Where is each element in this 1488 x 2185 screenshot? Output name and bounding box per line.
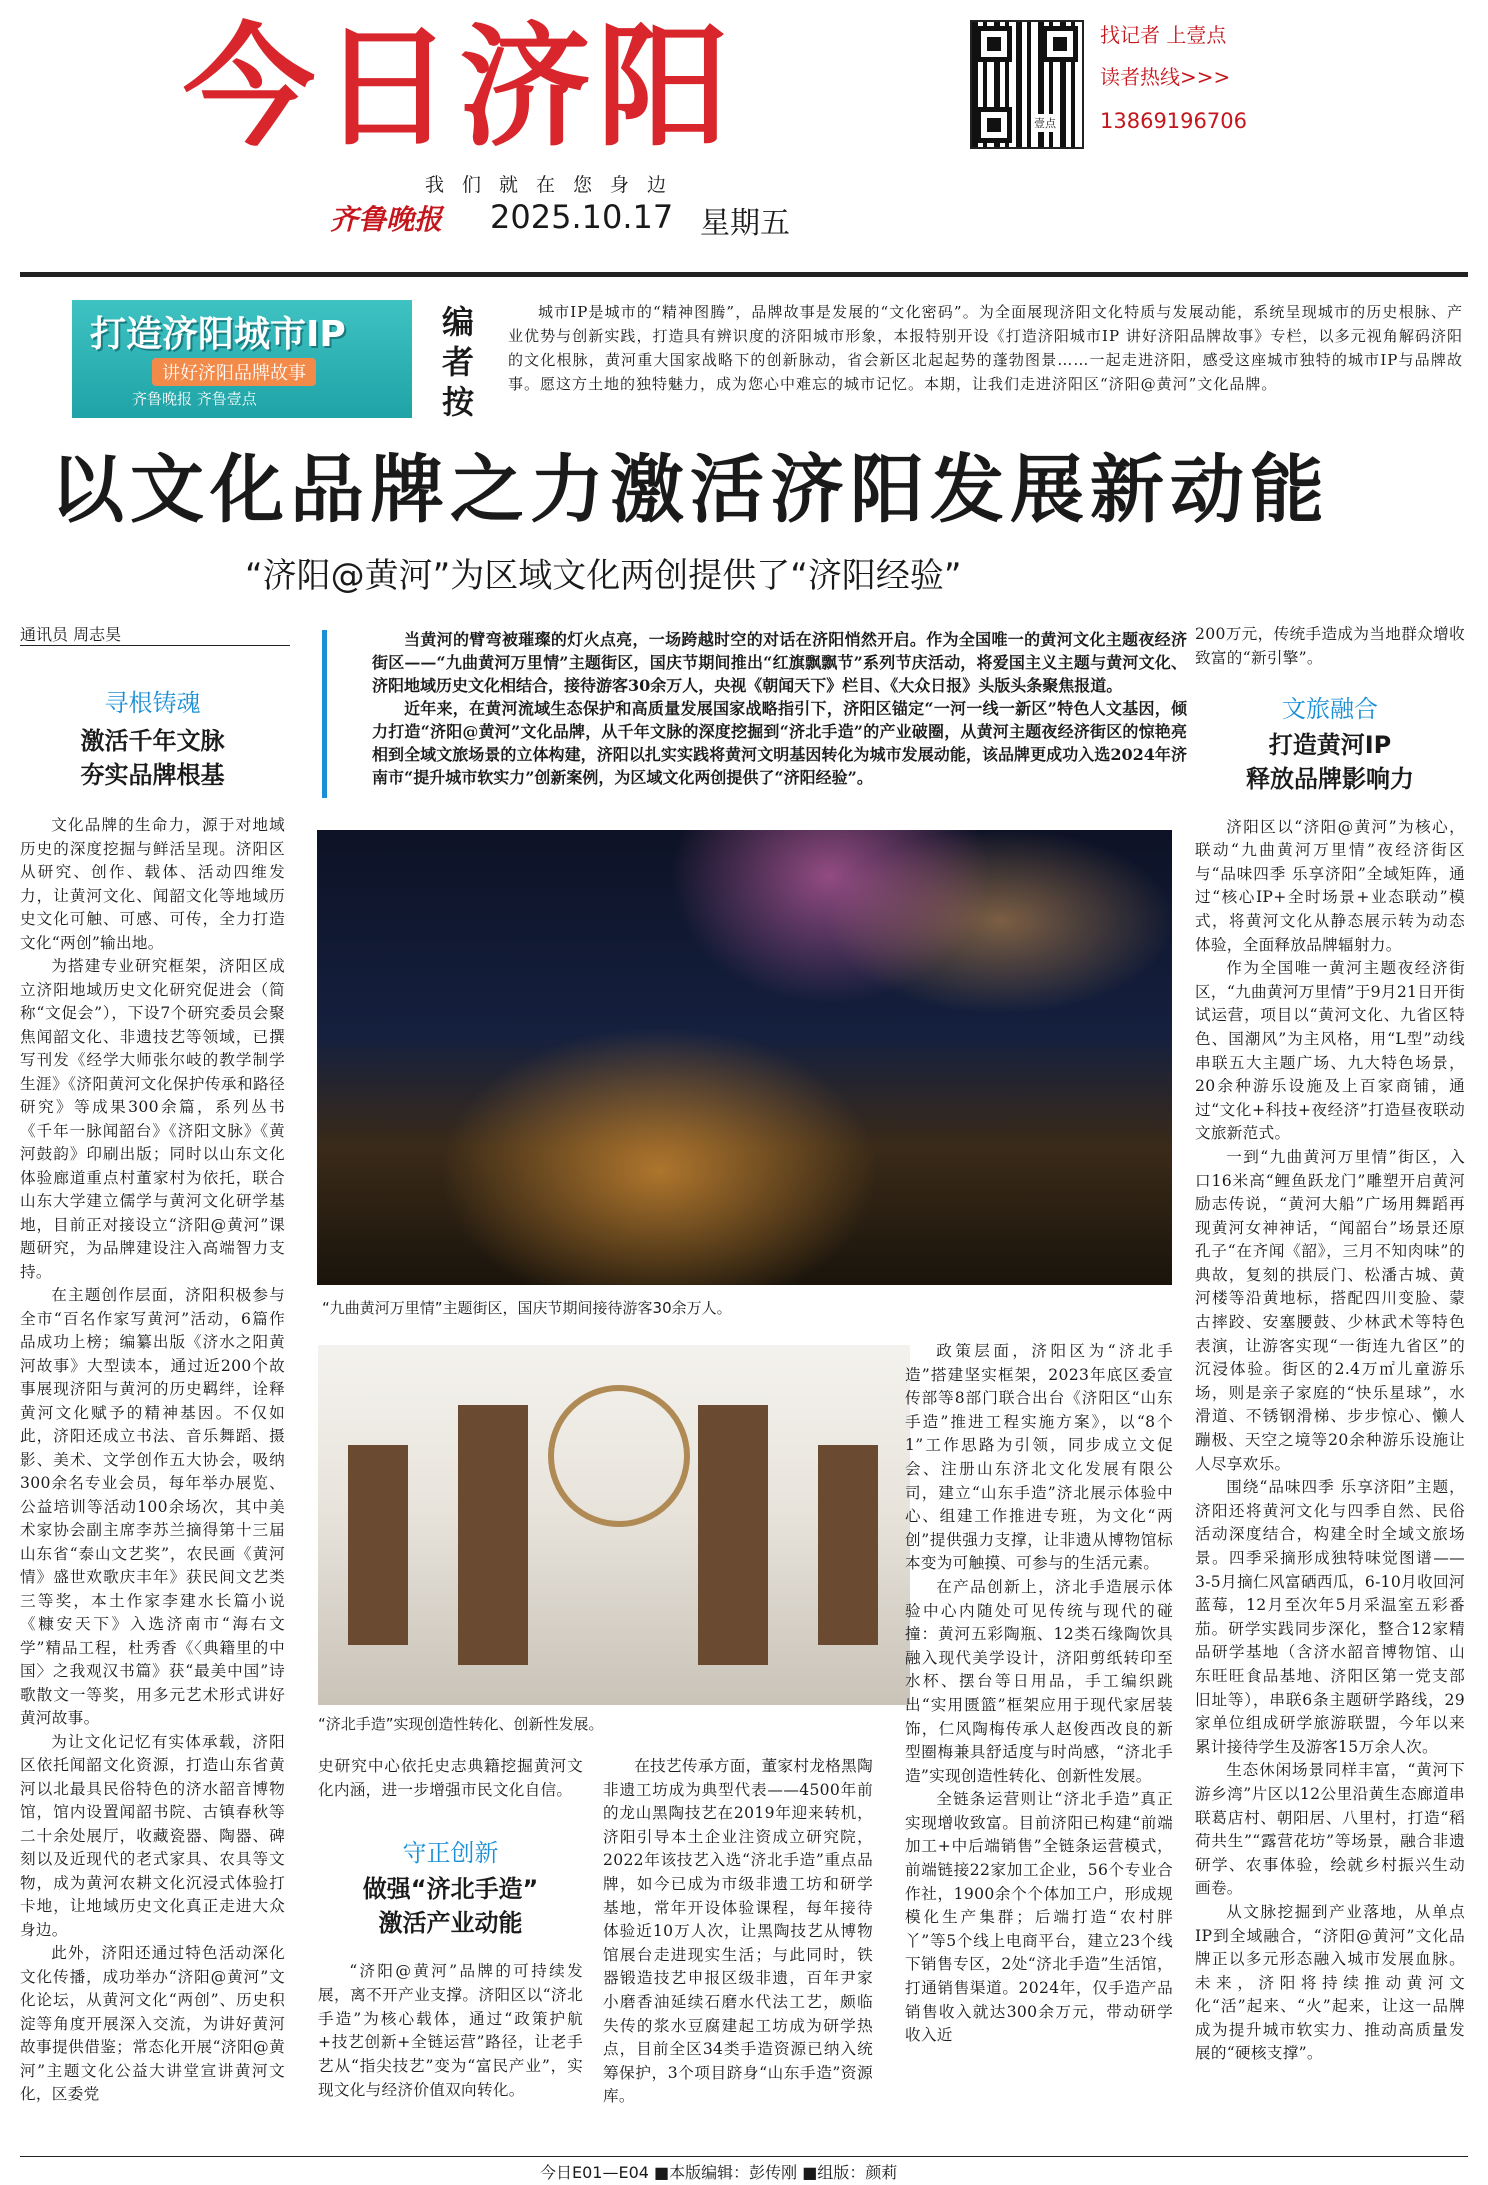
section-3-tag: 文旅融合 xyxy=(1282,694,1378,723)
hotline-label: 读者热线>>> xyxy=(1100,65,1231,89)
lead-paragraphs xyxy=(372,628,1187,789)
paragraph: 文化品牌的生命力，源于对地域历史的深度挖掘与鲜活呈现。济阳区从研究、创作、载体、活动四维发力，让黄河文化、闻韶文化等地域历史文化可触、可感、可传，全力打造文化“两创”输出地。 xyxy=(20,816,285,952)
paragraph: 此外，济阳还通过特色活动深化文化传播，成功举办“济阳@黄河”文化论坛，从黄河文化“两创”、历史积淀等角度开展深入交流，为讲好黄河故事提供借鉴；常态化开展“济阳@黄河”主题文化公益大讲堂宣讲黄河文化，区委党 xyxy=(20,1944,285,2103)
section-2-tag: 守正创新 xyxy=(402,1839,499,1867)
paragraph: 作为全国唯一黄河主题夜经济街区，“九曲黄河万里情”于9月21日开街试运营，项目以“黄河文化、九省区特色、国潮风”为主风格，用“L型”动线串联五大主题广场、九大特色场景，20余种游乐设施及上百家商铺，通过“文化+科技+夜经济”打造昼夜联动文旅新范式。 xyxy=(1195,959,1465,1143)
lead-paragraph: 近年来，在黄河流域生态保护和高质量发展国家战略指引下，济阳区锚定“一河一线一新区”特色人文基因，倾力打造“济阳@黄河”文化品牌，从千年文脉的深度挖掘到“济北手造”的产业破圈，从黄河主题夜经济街区的惊艳亮相到全域文旅场景的立体构建，济阳以扎实实践将黄河文明基因转化为城市发展动能，该品牌更成功入选2024年济南市“提升城市软实力”创新案例，为区域文化两创提供了“济阳经验”。 xyxy=(372,699,1187,787)
section-1-continued: 史研究中心依托史志典籍挖掘黄河文化内涵，进一步增强市民文化自信。 xyxy=(318,1757,583,1799)
paragraph: 在主题创作层面，济阳积极参与全市“百名作家写黄河”活动，6篇作品成功上榜；编纂出版《济水之阳黄河故事》大型读本，通过近200个故事展现济阳与黄河的历史羁绊，诠释黄河文化赋予的精神基因。不仅如此，济阳还成立书法、音乐舞蹈、摄影、美术、文学创作五大协会，吸纳300余名专业会员，每年举办展览、公益培训等活动100余场次，其中美术家协会副主席李苏兰摘得第十三届山东省“泰山文艺奖”，农民画《黄河情》盛世欢歌庆丰年》获民间文艺类三等奖，本土作家李建水长篇小说《糠安天下》入选济南市“海右文学”精品工程，杜秀香《〈典籍里的中国〉之我观汉书篇》获“最美中国”诗歌散文一等奖，用多元艺术形式讲好黄河故事。 xyxy=(20,1286,285,1727)
byline-rule xyxy=(20,645,290,646)
editor-note-label: 编者按 xyxy=(442,303,475,421)
subheadline: “济阳@黄河”为区域文化两创提供了“济阳经验” xyxy=(245,556,962,596)
section-2-body-c xyxy=(905,1340,1173,2048)
issue-weekday: 星期五 xyxy=(700,206,790,241)
section-3-title-line: 释放品牌影响力 xyxy=(1246,764,1414,793)
paragraph: 在产品创新上，济北手造展示体验中心内随处可见传统与现代的碰撞：黄河五彩陶瓶、12类石缘陶饮具融入现代美学设计，济阳剪纸转印至水杯、摆台等日用品，手工编织跳出“实用匮篮”框架应用于现代家居装饰，仁风陶梅传承人赵俊西改良的新型圈梅兼具舒适度与时尚感，“济北手造”实现创造性转化、创新性发展。 xyxy=(905,1577,1173,1785)
paragraph: 围绕“品味四季 乐享济阳”主题，济阳还将黄河文化与四季自然、民俗活动深度结合，构建全时全域文旅场景。四季采摘形成独特味觉图谱——3-5月摘仁风富硒西瓜，6-10月收回河蓝莓，12月至次年5月采温室五彩番茄。研学实践同步深化，整合12家精品研学基地（含济水韶音博物馆、山东旺旺食品基地、济阳区第一党支部旧址等），串联6条主题研学路线，29家单位组成研学旅游联盟，今年以来累计接待学生及游客15万余人次。 xyxy=(1195,1478,1465,1756)
column-subtitle: 讲好济阳品牌故事 xyxy=(152,358,316,386)
section-1-title xyxy=(20,724,285,792)
paragraph: 一到“九曲黄河万里情”街区，入口16米高“鲤鱼跃龙门”雕塑开启黄河励志传说，“黄河大船”广场用舞蹈再现黄河女神神话，“闻韶台”场景还原孔子“在齐闻《韶》，三月不知肉味”的典故，复刻的拱辰门、松潘古城、黄河楼等沿黄地标，搭配四川变脸、蒙古摔跤、安塞腰鼓、少林武术等特色表演，让游客实现“一街连九省区”的沉浸体验。街区的2.4万㎡儿童游乐场，则是亲子家庭的“快乐星球”，水滑道、不锈钢滑梯、步步惊心、懒人蹦极、天空之境等20余种游乐设施让人尽享欢乐。 xyxy=(1195,1147,1465,1473)
byline: 通讯员 周志昊 xyxy=(20,625,122,644)
section-3-intro: 200万元，传统手造成为当地群众增收致富的“新引擎”。 xyxy=(1195,625,1465,667)
issue-date: 2025.10.17 xyxy=(490,198,674,236)
qr-code-icon[interactable] xyxy=(970,20,1084,149)
section-2-body-a: “济阳@黄河”品牌的可持续发展，离不开产业支撑。济阳区以“济北手造”为核心载体，通过“政策护航+技艺创新+全链运营”路径，让老手艺从“指尖技艺”变为“富民产业”，实现文化与经济价值双向转化。 xyxy=(318,1962,583,2099)
column-banner xyxy=(72,300,412,418)
section-2-title-line: 做强“济北手造” xyxy=(362,1875,539,1903)
section-1-title-line: 夯实品牌根基 xyxy=(80,761,225,789)
paragraph: 从文脉挖掘到产业落地，从单点IP到全域融合，“济阳@黄河”文化品牌正以多元形态融入城市发展血脉。未来，济阳将持续推动黄河文化“活”起来、“火”起来，让这一品牌成为提升城市软实力、推动高质量发展的“硬核支撑”。 xyxy=(1195,1902,1465,2063)
paragraph: 政策层面，济阳区为“济北手造”搭建坚实框架，2023年底区委宣传部等8部门联合出台《济阳区“山东手造”推进工程实施方案》，以“8个1”工作思路为引领，同步成立文促会、注册山东济北文化发展有限公司，建立“山东手造”济北展示体验中心、组建工作推进专班，为文化“两创”提供强力支撑，让非遗从博物馆标本变为可触摸、可参与的生活元素。 xyxy=(905,1342,1173,1573)
editor-note: 城市IP是城市的“精神图腾”，品牌故事是发展的“文化密码”。为全面展现济阳文化特质与发展动能，系统呈现城市的历史根脉、产业优势与创新实践，打造具有辨识度的济阳城市形象，本报特别开设《打造济阳城市IP 讲好济阳品牌故事》专栏，以多元视角解码济阳的文化根脉，黄河重大国家战略下的创新脉动，省会新区北起起势的蓬勃图景……一起走进济阳，感受这座城市独特的城市IP与品牌故事。愿这方土地的独特魅力，成为您心中难忘的城市记忆。本期，让我们走进济阳区“济阳@黄河”文化品牌。 xyxy=(508,303,1463,393)
section-2-head xyxy=(318,1833,583,2103)
lead-paragraph: 当黄河的臂弯被璀璨的灯火点亮，一场跨越时空的对话在济阳悄然开启。作为全国唯一的黄河文化主题夜经济街区——“九曲黄河万里情”主题街区，国庆节期间推出“红旗飘飘节”系列节庆活动，将爱国主义主题与黄河文化、济阳地域历史文化相结合，接待游客30余万人，央视《朝闻天下》栏目、《大众日报》头版头条聚焦报道。 xyxy=(372,630,1187,695)
photo-night-street-fireworks xyxy=(317,830,1172,1285)
column-title: 打造济阳城市IP xyxy=(90,314,346,355)
section-3-body xyxy=(1195,816,1465,2066)
paragraph: 全链条运营则让“济北手造”真正实现增收致富。目前济阳已构建“前端加工+中后端销售”全链条运营模式，前端链接22家加工企业，56个专业合作社，1900余个个体加工户，形成规模化生产集群；后端打造“农村胖丫”等5个线上电商平台，建立23个线下销售专区，2处“济北手造”生活馆，打通销售渠道。2024年，仅手造产品销售收入就达300余万元，带动研学收入近 xyxy=(905,1790,1173,2045)
section-1 xyxy=(20,683,285,2107)
section-1-tag: 寻根铸魂 xyxy=(104,689,201,717)
paragraph: 生态休闲场景同样丰富，“黄河下游乡湾”片区以12公里沿黄生态廊道串联葛店村、朝阳居、八里村，打造“稻荷共生”“露营花坊”等场景，融合非遗研学、农事体验，绘就乡村振兴生动画卷。 xyxy=(1195,1761,1465,1898)
masthead-title: 今日济阳 xyxy=(183,11,735,165)
page-footer: 今日E01—E04 ■本版编辑：彭传刚 ■组版：颜莉 xyxy=(540,2163,898,2182)
masthead-divider xyxy=(20,272,1468,277)
masthead-slogan: 我们就在您身边 xyxy=(425,174,685,196)
reader-hotline xyxy=(1100,15,1310,150)
section-2-title xyxy=(318,1872,583,1940)
section-3-title-line: 打造黄河IP xyxy=(1268,730,1392,759)
section-1-body xyxy=(20,814,285,2107)
section-2-title-line: 激活产业动能 xyxy=(378,1909,523,1937)
section-1-title-line: 激活千年文脉 xyxy=(80,727,225,755)
hotline-number: 13869196706 xyxy=(1100,109,1247,133)
paragraph: 为搭建专业研究框架，济阳区成立济阳地域历史文化研究促进会（简称“文促会”），下设7个研究委员会聚焦闻韶文化、非遗技艺等领域，已撰写刊发《经学大师张尔岐的教学制学生涯》《济阳黄河文化保护传承和路径研究》等成果300余篇，系列丛书《千年一脉闻韶台》《济阳文脉》《黄河鼓韵》印刷出版；同时以山东文化体验廊道重点村董家村为依托，联合山东大学建立儒学与黄河文化研学基地，目前正对接设立“济阳@黄河”课题研究，为品牌建设注入高端智力支持。 xyxy=(20,957,285,1281)
photo-handicraft-exhibition-hall xyxy=(318,1345,910,1705)
section-2-body-b: 在技艺传承方面，董家村龙格黑陶非遗工坊成为典型代表——4500年前的龙山黑陶技艺在2019年迎来转机，济阳引导本土企业注资成立研究院，2022年该技艺入选“济北手造”重点品牌，如今已成为市级非遗工坊和研学基地，常年开设体验课程，每年接待体验近10万人次，让黑陶技艺从博物馆展台走进现实生活；与此同时，铁器锻造技艺申报区级非遗，百年尹家小磨香油延续石磨水代法工艺，颇临失传的浆水豆腐建起工坊成为研学热点，目前全区34类手造资源已纳入统筹保护，3个项目跻身“山东手造”资源库。 xyxy=(603,1757,873,2106)
paragraph: 济阳区以“济阳@黄河”为核心，联动“九曲黄河万里情”夜经济街区与“品味四季 乐享济阳”全域矩阵，通过“核心IP+全时场景+业态联动”模式，将黄河文化从静态展示转为动态体验，全面释放品牌辐射力。 xyxy=(1195,817,1465,954)
newspaper-brand: 齐鲁晚报 xyxy=(330,203,443,236)
section-3 xyxy=(1195,623,1465,2066)
qr-label: 壹点 xyxy=(1032,114,1058,132)
headline: 以文化品牌之力激活济阳发展新动能 xyxy=(50,447,1330,533)
column-logos: 齐鲁晚报 齐鲁壹点 xyxy=(132,390,257,408)
footer-divider xyxy=(20,2156,1468,2157)
section-3-title xyxy=(1195,728,1465,796)
photo-1-caption: “九曲黄河万里情”主题街区，国庆节期间接待游客30余万人。 xyxy=(322,1299,732,1317)
paragraph: 为让文化记忆有实体承载，济阳区依托闻韶文化资源，打造山东省黄河以北最具民俗特色的济水韶音博物馆，馆内设置闻韶书院、古镇春秋等二十余处展厅，收藏瓷器、陶器、碑刻以及近现代的老式家具、农具等文物，成为黄河农耕文化沉浸式体验打卡地，让地域历史文化真正走进大众身边。 xyxy=(20,1732,285,1939)
photo-2-caption: “济北手造”实现创造性转化、创新性发展。 xyxy=(318,1715,604,1733)
hotline-slogan: 找记者 上壹点 xyxy=(1100,23,1227,47)
